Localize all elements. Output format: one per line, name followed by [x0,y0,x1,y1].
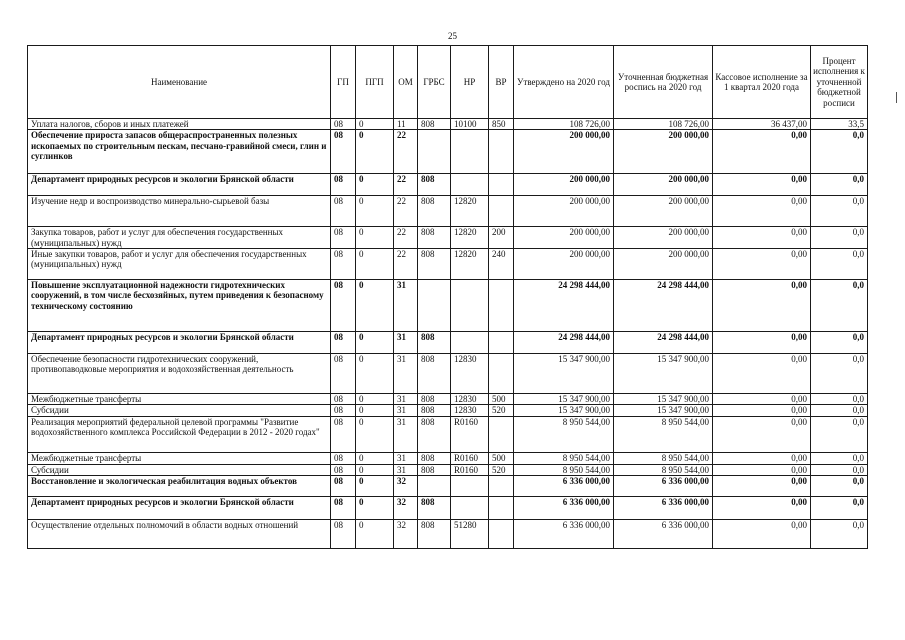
cell-percent: 0,0 [811,227,868,249]
cell-cash: 0,00 [713,130,811,174]
cell-percent: 0,0 [811,196,868,227]
cell-grbs [418,280,451,332]
cell-approved: 6 336 000,00 [514,476,614,497]
cell-cash: 0,00 [713,249,811,280]
cell-ppgp: 0 [356,227,394,249]
cell-ppgp: 0 [356,354,394,394]
cell-vr [489,174,514,196]
cell-ppgp: 0 [356,394,394,405]
cell-grbs: 808 [418,354,451,394]
cell-refined: 6 336 000,00 [614,497,713,520]
cell-np: 12830 [451,405,489,416]
cell-cash: 0,00 [713,405,811,416]
cell-percent: 0,0 [811,280,868,332]
cell-gp: 08 [331,227,356,249]
cell-om: 31 [394,332,418,354]
cell-om: 31 [394,452,418,464]
cell-name: Департамент природных ресурсов и экологии Брянской области [28,174,331,196]
cell-om: 31 [394,354,418,394]
cell-percent: 0,0 [811,497,868,520]
header-refined: Уточненная бюджетная роспись на 2020 год [614,46,713,119]
cell-percent: 0,0 [811,416,868,452]
cell-approved: 200 000,00 [514,227,614,249]
cell-vr: 520 [489,464,514,475]
cell-om: 31 [394,280,418,332]
cell-name: Департамент природных ресурсов и экологии Брянской области [28,332,331,354]
cell-ppgp: 0 [356,196,394,227]
cell-gp: 08 [331,249,356,280]
cell-gp: 08 [331,464,356,475]
cell-percent: 0,0 [811,476,868,497]
cell-name: Обеспечение безопасности гидротехнических сооружений, противопаводковые мероприятия и водохозяйственная деятельность [28,354,331,394]
cell-np [451,332,489,354]
cell-name: Изучение недр и воспроизводство минерально-сырьевой базы [28,196,331,227]
cell-approved: 8 950 544,00 [514,452,614,464]
cell-om: 32 [394,476,418,497]
header-np: НР [451,46,489,119]
cell-grbs: 808 [418,174,451,196]
table-row [28,464,868,475]
cell-refined: 24 298 444,00 [614,280,713,332]
cell-gp: 08 [331,119,356,130]
cell-cash: 0,00 [713,452,811,464]
cell-cash: 0,00 [713,227,811,249]
table-row [28,476,868,497]
header-vr: ВР [489,46,514,119]
table-row [28,394,868,405]
cell-name: Обеспечение прироста запасов общераспространенных полезных ископаемых по строительным пескам, песчано-гравийной смеси, глин и суглинков [28,130,331,174]
cell-np: R0160 [451,464,489,475]
cell-gp: 08 [331,520,356,549]
cell-approved: 24 298 444,00 [514,332,614,354]
cell-vr [489,354,514,394]
cell-approved: 6 336 000,00 [514,497,614,520]
cell-ppgp: 0 [356,520,394,549]
table-row [28,520,868,549]
table-row [28,405,868,416]
cell-cash: 0,00 [713,280,811,332]
cell-ppgp: 0 [356,497,394,520]
cell-approved: 15 347 900,00 [514,354,614,394]
cell-cash: 0,00 [713,196,811,227]
cell-ppgp: 0 [356,476,394,497]
cell-grbs: 808 [418,497,451,520]
cell-np [451,476,489,497]
cell-name: Межбюджетные трансферты [28,394,331,405]
cell-np [451,130,489,174]
cell-om: 31 [394,405,418,416]
cell-vr: 200 [489,227,514,249]
table-row [28,452,868,464]
cell-gp: 08 [331,174,356,196]
cell-vr [489,476,514,497]
cell-vr [489,416,514,452]
cell-np: 12830 [451,354,489,394]
cell-ppgp: 0 [356,452,394,464]
cell-refined: 15 347 900,00 [614,394,713,405]
header-grbs: ГРБС [418,46,451,119]
cell-gp: 08 [331,405,356,416]
cell-vr: 850 [489,119,514,130]
cell-grbs: 808 [418,394,451,405]
cell-refined: 6 336 000,00 [614,476,713,497]
cell-approved: 8 950 544,00 [514,464,614,475]
cell-percent: 0,0 [811,520,868,549]
cell-refined: 8 950 544,00 [614,464,713,475]
cell-vr: 500 [489,452,514,464]
cell-ppgp: 0 [356,130,394,174]
cell-vr [489,332,514,354]
cell-gp: 08 [331,497,356,520]
table-row [28,354,868,394]
cell-approved: 200 000,00 [514,249,614,280]
cell-percent: 0,0 [811,452,868,464]
cell-refined: 200 000,00 [614,227,713,249]
cell-cash: 0,00 [713,174,811,196]
cell-refined: 8 950 544,00 [614,416,713,452]
table-row [28,280,868,332]
cell-np: 12830 [451,394,489,405]
cell-gp: 08 [331,416,356,452]
cell-grbs: 808 [418,405,451,416]
cell-cash: 0,00 [713,476,811,497]
cell-np: 51280 [451,520,489,549]
cell-vr [489,130,514,174]
cell-approved: 15 347 900,00 [514,405,614,416]
cell-name: Повышение эксплуатационной надежности гидротехнических сооружений, в том числе бесхозяйных, путем приведения к безопасному техническому состоянию [28,280,331,332]
table-row [28,416,868,452]
budget-table [27,45,868,549]
cell-grbs: 808 [418,332,451,354]
cell-name: Субсидии [28,464,331,475]
header-approved: Утверждено на 2020 год [514,46,614,119]
cell-approved: 200 000,00 [514,196,614,227]
cell-percent: 0,0 [811,249,868,280]
cell-gp: 08 [331,130,356,174]
cell-ppgp: 0 [356,405,394,416]
scan-mark [896,92,897,103]
cell-om: 22 [394,227,418,249]
cell-np: 12820 [451,196,489,227]
cell-name: Реализация мероприятий федеральной целевой программы "Развитие водохозяйственного комплекса Российской Федерации в 2012 - 2020 годах" [28,416,331,452]
cell-cash: 0,00 [713,497,811,520]
cell-percent: 0,0 [811,130,868,174]
cell-name: Закупка товаров, работ и услуг для обеспечения государственных (муниципальных) нужд [28,227,331,249]
cell-percent: 0,0 [811,405,868,416]
cell-grbs: 808 [418,227,451,249]
header-percent: Процент исполнения к уточненной бюджетной росписи [811,46,868,119]
cell-gp: 08 [331,332,356,354]
cell-vr: 240 [489,249,514,280]
cell-approved: 6 336 000,00 [514,520,614,549]
table-row [28,227,868,249]
cell-name: Департамент природных ресурсов и экологии Брянской области [28,497,331,520]
cell-refined: 200 000,00 [614,174,713,196]
table-row [28,174,868,196]
cell-om: 31 [394,394,418,405]
cell-cash: 0,00 [713,354,811,394]
cell-name: Межбюджетные трансферты [28,452,331,464]
cell-cash: 0,00 [713,520,811,549]
cell-ppgp: 0 [356,280,394,332]
cell-vr [489,497,514,520]
cell-cash: 0,00 [713,332,811,354]
cell-approved: 15 347 900,00 [514,394,614,405]
cell-cash: 0,00 [713,416,811,452]
table-row [28,332,868,354]
cell-name: Субсидии [28,405,331,416]
cell-gp: 08 [331,476,356,497]
cell-percent: 0,0 [811,464,868,475]
cell-refined: 200 000,00 [614,249,713,280]
cell-om: 32 [394,520,418,549]
cell-om: 22 [394,249,418,280]
cell-vr [489,280,514,332]
cell-vr [489,196,514,227]
cell-percent: 33,5 [811,119,868,130]
table-row [28,130,868,174]
cell-approved: 108 726,00 [514,119,614,130]
table-row [28,249,868,280]
header-ppgp: ПГП [356,46,394,119]
cell-approved: 200 000,00 [514,174,614,196]
table-row [28,497,868,520]
cell-percent: 0,0 [811,332,868,354]
table-body [28,119,868,549]
cell-grbs: 808 [418,520,451,549]
cell-name: Восстановление и экологическая реабилитация водных объектов [28,476,331,497]
cell-cash: 0,00 [713,464,811,475]
cell-refined: 15 347 900,00 [614,354,713,394]
cell-refined: 15 347 900,00 [614,405,713,416]
cell-refined: 200 000,00 [614,196,713,227]
cell-percent: 0,0 [811,394,868,405]
cell-grbs: 808 [418,249,451,280]
cell-ppgp: 0 [356,249,394,280]
cell-cash: 36 437,00 [713,119,811,130]
cell-np [451,280,489,332]
cell-grbs: 808 [418,416,451,452]
cell-np: 12820 [451,249,489,280]
cell-grbs: 808 [418,196,451,227]
cell-om: 31 [394,416,418,452]
cell-grbs: 808 [418,452,451,464]
cell-percent: 0,0 [811,174,868,196]
cell-gp: 08 [331,354,356,394]
cell-approved: 8 950 544,00 [514,416,614,452]
cell-np: 12820 [451,227,489,249]
cell-vr [489,520,514,549]
cell-np [451,174,489,196]
header-name: Наименование [28,46,331,119]
cell-grbs [418,476,451,497]
cell-vr: 520 [489,405,514,416]
cell-gp: 08 [331,280,356,332]
cell-om: 11 [394,119,418,130]
table-row [28,119,868,130]
cell-np [451,497,489,520]
cell-percent: 0,0 [811,354,868,394]
cell-gp: 08 [331,196,356,227]
cell-ppgp: 0 [356,332,394,354]
cell-om: 22 [394,174,418,196]
cell-om: 32 [394,497,418,520]
cell-grbs: 808 [418,119,451,130]
cell-np: 10100 [451,119,489,130]
cell-refined: 108 726,00 [614,119,713,130]
cell-om: 22 [394,130,418,174]
cell-gp: 08 [331,452,356,464]
cell-grbs: 808 [418,464,451,475]
cell-om: 22 [394,196,418,227]
cell-om: 31 [394,464,418,475]
cell-ppgp: 0 [356,174,394,196]
cell-vr: 500 [489,394,514,405]
cell-ppgp: 0 [356,416,394,452]
cell-cash: 0,00 [713,394,811,405]
cell-name: Уплата налогов, сборов и иных платежей [28,119,331,130]
table-header [28,46,868,119]
cell-refined: 6 336 000,00 [614,520,713,549]
header-gp: ГП [331,46,356,119]
table-row [28,196,868,227]
cell-grbs [418,130,451,174]
cell-ppgp: 0 [356,119,394,130]
header-om: ОМ [394,46,418,119]
cell-approved: 24 298 444,00 [514,280,614,332]
page-number: 25 [448,31,457,41]
cell-refined: 24 298 444,00 [614,332,713,354]
cell-np: R0160 [451,416,489,452]
cell-refined: 200 000,00 [614,130,713,174]
cell-name: Осуществление отдельных полномочий в области водных отношений [28,520,331,549]
cell-gp: 08 [331,394,356,405]
cell-ppgp: 0 [356,464,394,475]
cell-name: Иные закупки товаров, работ и услуг для обеспечения государственных (муниципальных) нужд [28,249,331,280]
cell-approved: 200 000,00 [514,130,614,174]
header-cash: Кассовое исполнение за 1 квартал 2020 года [713,46,811,119]
cell-np: R0160 [451,452,489,464]
cell-refined: 8 950 544,00 [614,452,713,464]
